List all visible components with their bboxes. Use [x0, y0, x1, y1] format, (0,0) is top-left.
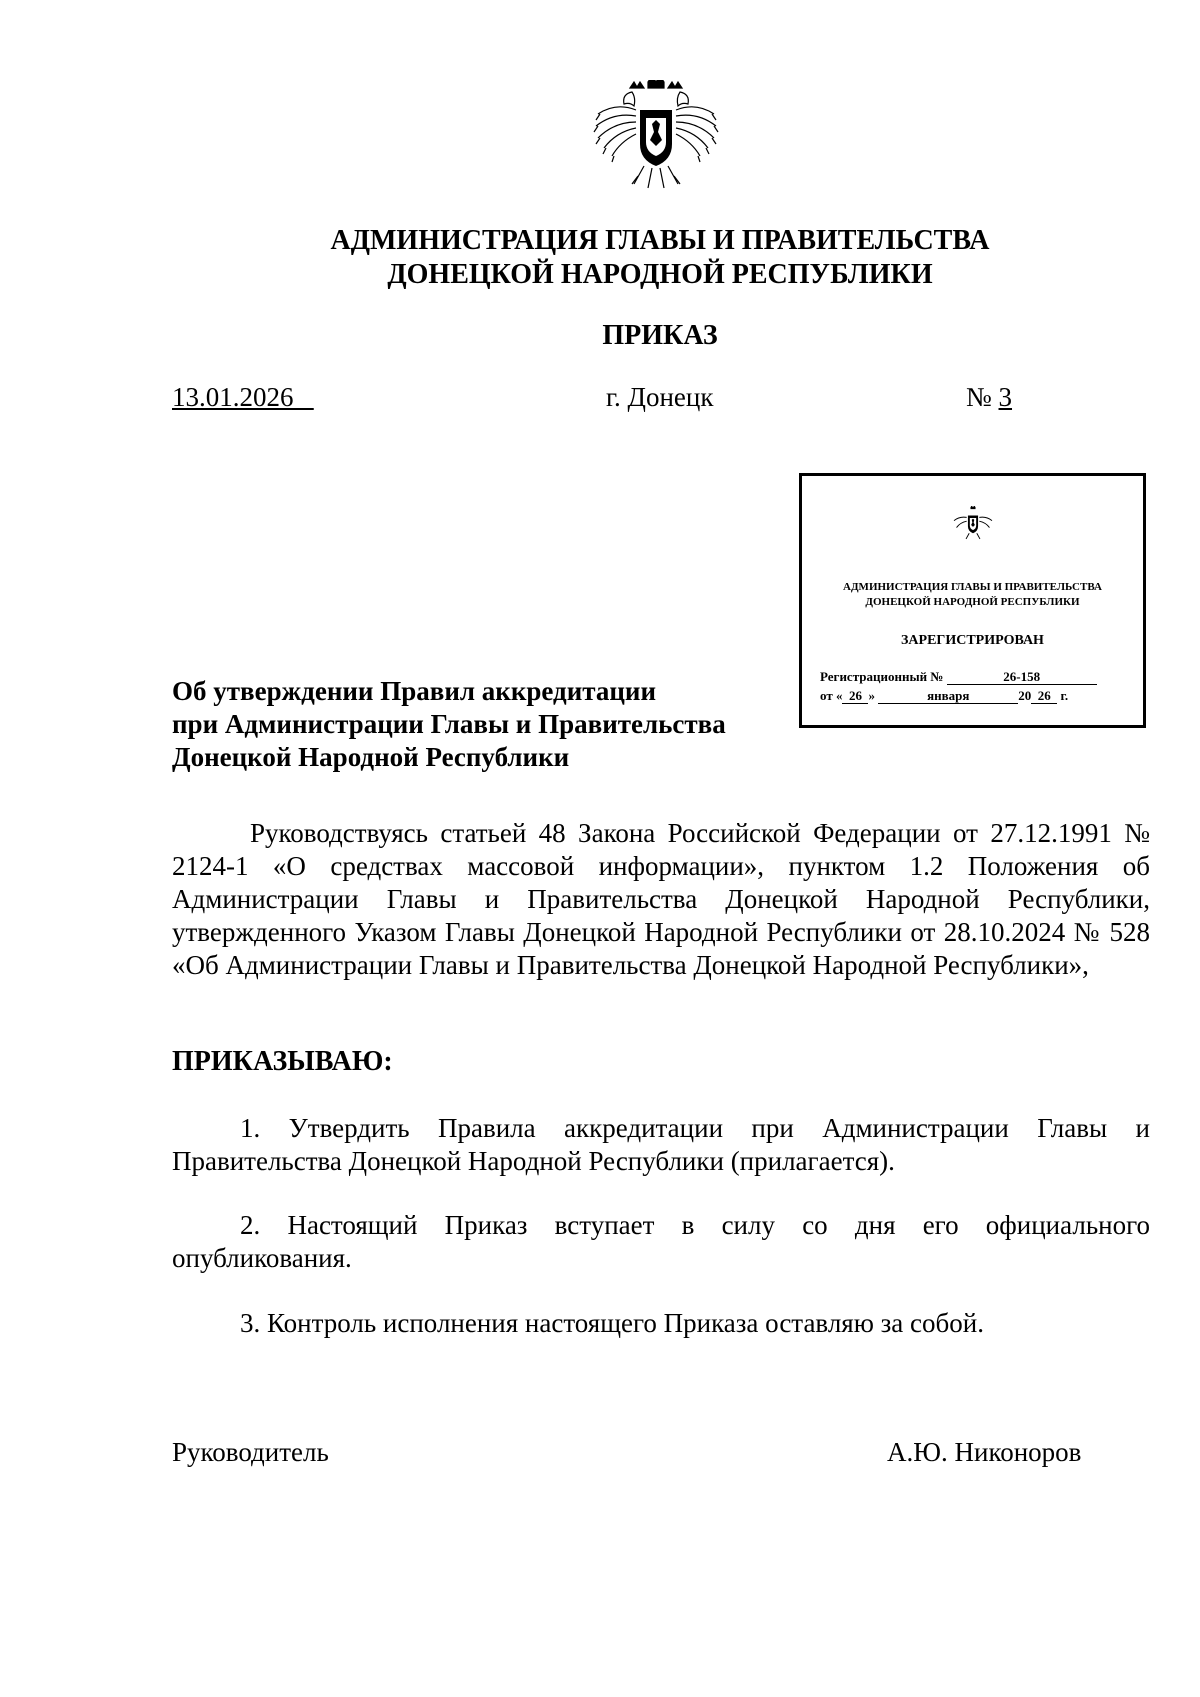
- order-item: 3. Контроль исполнения настоящего Приказа оставляю за собой.: [240, 1308, 984, 1338]
- signatory-name: А.Ю. Никоноров: [887, 1437, 1082, 1467]
- document-date-value: 13.01.2026: [172, 382, 294, 412]
- order-heading: ПРИКАЗЫВАЮ:: [172, 1046, 393, 1077]
- document-city: г. Донецк: [606, 382, 714, 412]
- stamp-reg-number: 26-158: [947, 670, 1097, 685]
- stamp-date-from: от «: [820, 688, 843, 703]
- order-item: 1. Утвердить Правила аккредитации при Администрации Главы и Правительства Донецкой Народной Республики (прилагается).: [172, 1113, 1150, 1176]
- organization-title: [0, 224, 1200, 292]
- stamp-registration-number-line: [820, 669, 1097, 685]
- coat-of-arms-eagle-icon: [586, 80, 726, 200]
- stamp-organization: [802, 580, 1143, 610]
- document-date: [172, 382, 314, 413]
- stamp-status: ЗАРЕГИСТРИРОВАН: [901, 633, 1044, 648]
- stamp-year-prefix: 20: [1018, 688, 1032, 703]
- order-item: 2. Настоящий Приказ вступает в силу со дня его официального опубликования.: [172, 1210, 1150, 1273]
- registration-stamp: [799, 473, 1146, 728]
- coat-of-arms-eagle-icon: [950, 506, 996, 544]
- document-number-prefix: №: [966, 382, 992, 412]
- subject-line1: Об утверждении Правил аккредитации: [172, 676, 657, 706]
- stamp-organization-line1: АДМИНИСТРАЦИЯ ГЛАВЫ И ПРАВИТЕЛЬСТВА: [843, 581, 1102, 593]
- document-type: ПРИКАЗ: [602, 320, 718, 351]
- organization-title-line2: ДОНЕЦКОЙ НАРОДНОЙ РЕСПУБЛИКИ: [387, 259, 933, 290]
- signatory-role: Руководитель: [172, 1437, 329, 1467]
- stamp-year-abbr: г.: [1060, 688, 1069, 703]
- stamp-registration-date-line: [820, 688, 1068, 704]
- stamp-date-close: »: [868, 688, 875, 703]
- stamp-month: января: [878, 689, 1018, 704]
- stamp-organization-line2: ДОНЕЦКОЙ НАРОДНОЙ РЕСПУБЛИКИ: [865, 596, 1080, 608]
- document-number: [966, 382, 1012, 413]
- stamp-reg-label: Регистрационный №: [820, 669, 944, 684]
- organization-title-line1: АДМИНИСТРАЦИЯ ГЛАВЫ И ПРАВИТЕЛЬСТВА: [330, 225, 990, 256]
- document-subject: [172, 675, 726, 774]
- subject-line2: при Администрации Главы и Правительства: [172, 709, 726, 739]
- stamp-year-suffix: 26: [1031, 689, 1057, 704]
- subject-line3: Донецкой Народной Республики: [172, 742, 570, 772]
- preamble-paragraph: Руководствуясь статьей 48 Закона Российской Федерации от 27.12.1991 № 2124-1 «О средствах массовой информации», пунктом 1.2 Положения об Администрации Главы и Правительства Донецкой Народной Республики, утвержденного Указом Главы Донецкой Народной Республики от 28.10.2024 № 528 «Об Администрации Главы и Правительства Донецкой Народной Республики»,: [172, 818, 1150, 980]
- document-number-value: 3: [998, 382, 1013, 412]
- stamp-day: 26: [842, 689, 868, 704]
